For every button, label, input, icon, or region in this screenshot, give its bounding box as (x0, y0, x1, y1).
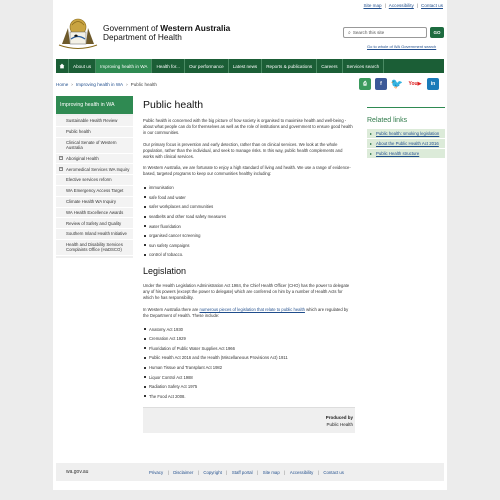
related-links-list (367, 129, 445, 159)
sidebar-item-label: Review of Safety and Quality (66, 220, 122, 226)
intro-paragraph: Public health is concerned with the big picture of how society is organised to maximise health and well-being - about what people can do for themselves as well as the role of institutions and government to ensure good health in our communities. (143, 118, 353, 135)
legislation-heading: Legislation (143, 266, 187, 276)
related-link-item (367, 139, 445, 149)
list-item: Fluoridation of Public Water Supplies Act 1966 (143, 344, 353, 354)
related-link[interactable]: Public health: smoking legislation (376, 131, 440, 136)
whole-of-government-search-link[interactable]: Go to whole of WA Government search (367, 44, 437, 49)
footer-link[interactable]: Disclaimer (173, 469, 194, 475)
print-icon[interactable]: ⎙ (359, 78, 371, 90)
programs-list (143, 183, 353, 260)
sidebar-item-label: Southern Inland Health Initiative (66, 231, 127, 237)
search-input[interactable] (343, 27, 427, 38)
sidebar-item[interactable] (56, 154, 133, 165)
sidebar-item[interactable] (56, 240, 133, 256)
related-link-item (367, 129, 445, 139)
sidebar-header[interactable]: Improving health in WA (56, 96, 133, 114)
related-link-item (367, 149, 445, 159)
title-bold: Western Australia (160, 23, 231, 33)
focus-paragraph: Our primary focus is prevention and early detection, rather than on clinical services. We look at the whole population, rather than the individual, and seek to manage risks. In this way, public health complements and works with clinical services. (143, 141, 343, 159)
util-link-site-map[interactable]: Site map (363, 3, 382, 8)
related-link[interactable]: Public Health structure (376, 151, 420, 156)
search-icon: ⌕ (348, 29, 351, 36)
search-go-button[interactable]: GO (430, 27, 444, 38)
sidebar-item-label: Public health (66, 129, 91, 135)
main-content (143, 99, 353, 433)
list-item: seatbelts and other road safety measures (143, 212, 353, 222)
list-item: Liquor Control Act 1988 (143, 373, 353, 383)
sidebar-item[interactable] (56, 197, 133, 208)
legislation-link[interactable]: numerous pieces of legislation that relate to public health (199, 306, 305, 312)
footer-link[interactable]: Site map (262, 469, 280, 475)
sidebar-item-label: WA Health Excellence Awards (66, 209, 124, 215)
youtube-icon[interactable]: You▶ (408, 81, 422, 87)
list-item: Cremation Act 1929 (143, 334, 353, 344)
sidebar-item-label: Elective services reform (66, 177, 112, 183)
util-link-accessibility[interactable]: Accessibility (388, 3, 414, 8)
nav-item-improving-health[interactable]: Improving health in WA (96, 59, 152, 73)
linkedin-icon[interactable]: in (427, 78, 439, 90)
nav-item-latest-news[interactable]: Latest news (229, 59, 263, 73)
page (53, 0, 447, 490)
list-item: Anatomy Act 1930 (143, 325, 353, 335)
sidebar-item-label: Health and Disability Services Complaints Office (HaDSCO) (66, 242, 123, 253)
related-links-heading: Related links (367, 107, 445, 124)
footer-link[interactable]: Accessibility (289, 469, 314, 475)
home-icon[interactable] (56, 59, 69, 73)
acts-list (143, 325, 353, 402)
title-line2: Department of Health (103, 32, 182, 42)
legislation-links-paragraph: In Western Australia there are numerous pieces of legislation that relate to public health which are regulated by the Department of Health. These include: (143, 306, 349, 318)
sidebar-item-label: Clinical Senate of Western Australia (66, 139, 117, 151)
sidebar-item[interactable] (56, 138, 133, 154)
footer-domain: wa.gov.au (66, 469, 89, 475)
nav-item-health-for[interactable]: Health for... (152, 59, 185, 73)
nav-item-our-performance[interactable]: Our performance (185, 59, 229, 73)
sidebar-item-label: Aeromedical Services WA Inquiry (66, 166, 130, 172)
footer-link[interactable]: Copyright (203, 469, 222, 475)
list-item: organised cancer screening (143, 231, 353, 241)
breadcrumb: Home › Improving health in WA › Public health (56, 82, 157, 87)
sidebar-item-label: WA Emergency Access Target (66, 188, 124, 194)
sidebar-item[interactable] (56, 208, 133, 219)
sidebar-item-label: Sustainable Health Review (66, 118, 118, 124)
legislation-paragraph: Under the Health Legislation Administration Act 1984, the Chief Health Officer (CHO) has the power to delegate any of his powers (except the power to delegate) which are conferred on him by a number of Health Acts for which he has responsibility. (143, 283, 350, 300)
footer-link[interactable]: Privacy (149, 469, 164, 475)
breadcrumb-home[interactable]: Home (56, 82, 69, 87)
list-item: safe food and water (143, 193, 353, 203)
sidebar-item[interactable] (56, 186, 133, 197)
sidebar-item[interactable] (56, 164, 133, 175)
arrow-right-icon: ▸ (370, 141, 373, 146)
sidebar-item[interactable] (56, 127, 133, 138)
expand-plus-icon[interactable]: + (60, 166, 63, 171)
breadcrumb-improving-health[interactable]: Improving health in WA (75, 82, 124, 87)
list-item: immunisation (143, 183, 353, 193)
sidebar (56, 96, 133, 258)
list-item: Public Health Act 2016 and the Health (Miscellaneous Provisions Act) 1911 (143, 353, 353, 363)
department-title (103, 24, 230, 42)
sidebar-item[interactable] (56, 175, 133, 186)
produced-by-label: Produced by (325, 415, 353, 421)
nav-item-reports-publications[interactable]: Reports & publications (262, 59, 317, 73)
title-prefix: Government of (103, 23, 161, 33)
list-item: control of tobacco. (143, 250, 353, 260)
utility-links: Site map | Accessibility | Contact us (363, 3, 443, 8)
wa-crest-logo[interactable] (57, 14, 99, 52)
list-item: safer workplaces and communities (143, 202, 353, 212)
arrow-right-icon: ▸ (370, 151, 373, 156)
list-item: The Food Act 2008. (143, 392, 353, 402)
main-nav (56, 59, 444, 73)
arrow-right-icon: ▸ (370, 131, 373, 136)
related-links (367, 107, 445, 159)
footer (56, 463, 444, 481)
facebook-icon[interactable]: f (375, 78, 387, 90)
footer-link[interactable]: Staff portal (231, 469, 253, 475)
sidebar-item[interactable] (56, 229, 133, 240)
sidebar-list (56, 114, 133, 258)
twitter-icon[interactable]: 🐦 (390, 78, 404, 90)
expand-plus-icon[interactable]: + (60, 156, 63, 161)
share-tools (359, 78, 439, 90)
list-item: Radiation Safety Act 1975 (143, 382, 353, 392)
produced-by-box (143, 407, 355, 433)
footer-link[interactable]: Contact us (323, 469, 344, 475)
sidebar-item[interactable] (56, 116, 133, 127)
page-title: Public health (143, 99, 204, 111)
sidebar-item-label: Climate Health WA Inquiry (66, 199, 116, 205)
nav-item-services-search[interactable]: Services search (343, 59, 385, 73)
util-link-contact[interactable]: Contact us (421, 3, 443, 8)
related-link[interactable]: About the Public Health Act 2016 (376, 141, 439, 146)
nav-item-about-us[interactable]: About us (69, 59, 96, 73)
programs-paragraph: In Western Australia, we are fortunate to enjoy a high standard of living and health. We use a range of evidence-based, targeted programs to keep our communities healthy including: (143, 165, 351, 177)
search-placeholder: Search this site (352, 30, 385, 35)
breadcrumb-current: Public health (130, 82, 157, 87)
sidebar-item[interactable] (56, 218, 133, 229)
produced-by-org: Public Health (326, 422, 353, 428)
list-item: Human Tissue and Transplant Act 1982 (143, 363, 353, 373)
list-item: sun safety campaigns (143, 241, 353, 251)
list-item: water fluoridation (143, 222, 353, 232)
footer-links: Privacy | Disclaimer | Copyright | Staff portal | Site map | Accessibility | Contact us (149, 469, 344, 475)
nav-item-careers[interactable]: Careers (317, 59, 342, 73)
sidebar-item-label: Aboriginal Health (66, 155, 99, 161)
